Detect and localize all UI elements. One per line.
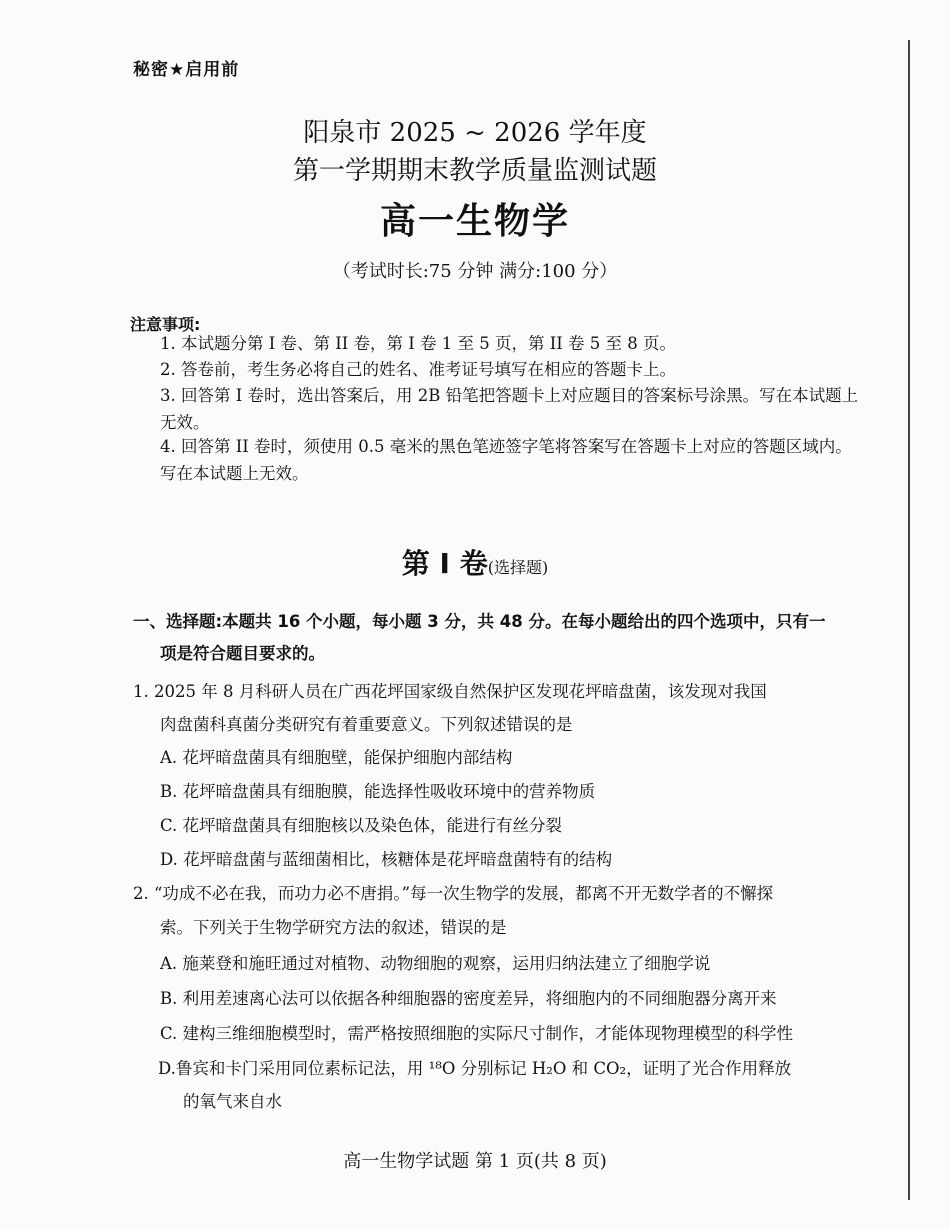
q1-stem-line1: 1. 2025 年 8 月科研人员在广西花坪国家级自然保护区发现花坪暗盘菌，该发现对我国 xyxy=(133,682,767,701)
exam-title-line1: 阳泉市 2025 ~ 2026 学年度 xyxy=(303,118,647,148)
section-title: 第 I 卷 xyxy=(401,547,488,580)
notice-item-4: 4. 回答第 II 卷时，须使用 0.5 毫米的黑色笔迹签字笔将答案写在答题卡上对应的答题区域内。写在本试题上无效。 xyxy=(160,437,852,483)
q2-option-c: C. 建构三维细胞模型时，需严格按照细胞的实际尺寸制作，才能体现物理模型的科学性 xyxy=(160,1024,794,1043)
subject-title: 高一生物学 xyxy=(379,200,570,242)
q1-option-d: D. 花坪暗盘菌与蓝细菌相比，核糖体是花坪暗盘菌特有的结构 xyxy=(160,850,613,869)
q2-option-d: D.鲁宾和卡门采用同位素标记法，用 ¹⁸O 分别标记 H₂O 和 CO₂，证明了光合作用释放 xyxy=(158,1059,792,1078)
q2-option-a: A. 施莱登和施旺通过对植物、动物细胞的观察，运用归纳法建立了细胞学说 xyxy=(160,954,711,973)
section-subtitle: (选择题) xyxy=(487,558,549,577)
instructions-line1: 一、选择题:本题共 16 个小题，每小题 3 分，共 48 分。在每小题给出的四个选项中，只有一 xyxy=(133,612,826,631)
page-footer: 高一生物学试题 第 1 页(共 8 页) xyxy=(343,1151,607,1172)
notice-title: 注意事项: xyxy=(130,315,201,334)
q1-option-b: B. 花坪暗盘菌具有细胞膜，能选择性吸收环境中的营养物质 xyxy=(160,782,596,801)
time-info: （考试时长:75 分钟 满分:100 分） xyxy=(332,261,618,282)
q1-stem-line2: 肉盘菌科真菌分类研究有着重要意义。下列叙述错误的是 xyxy=(160,715,573,734)
secret-label: 秘密★启用前 xyxy=(133,60,240,80)
section-heading xyxy=(0,542,950,582)
instructions-line2: 项是符合题目要求的。 xyxy=(160,644,325,663)
notice-item-3: 3. 回答第 I 卷时，选出答案后，用 2B 铅笔把答题卡上对应题目的答案标号涂黑。写在本试题上无效。 xyxy=(160,386,859,432)
notice-item-1: 1. 本试题分第 I 卷、第 II 卷，第 I 卷 1 至 5 页，第 II 卷 5 至 8 页。 xyxy=(160,334,677,353)
q2-stem-line1: 2. “功成不必在我，而功力必不唐捐。”每一次生物学的发展，都离不开无数学者的不懈探 xyxy=(133,884,774,903)
q1-option-a: A. 花坪暗盘菌具有细胞壁，能保护细胞内部结构 xyxy=(160,748,513,767)
q1-option-c: C. 花坪暗盘菌具有细胞核以及染色体，能进行有丝分裂 xyxy=(160,816,563,835)
q2-option-d-cont: 的氧气来自水 xyxy=(183,1092,282,1111)
q2-stem-line2: 索。下列关于生物学研究方法的叙述，错误的是 xyxy=(160,918,507,937)
notice-item-2: 2. 答卷前，考生务必将自己的姓名、准考证号填写在相应的答题卡上。 xyxy=(160,360,676,379)
q2-option-b: B. 利用差速离心法可以依据各种细胞器的密度差异，将细胞内的不同细胞器分离开来 xyxy=(160,989,777,1008)
exam-title-line2: 第一学期期末教学质量监测试题 xyxy=(292,156,657,186)
